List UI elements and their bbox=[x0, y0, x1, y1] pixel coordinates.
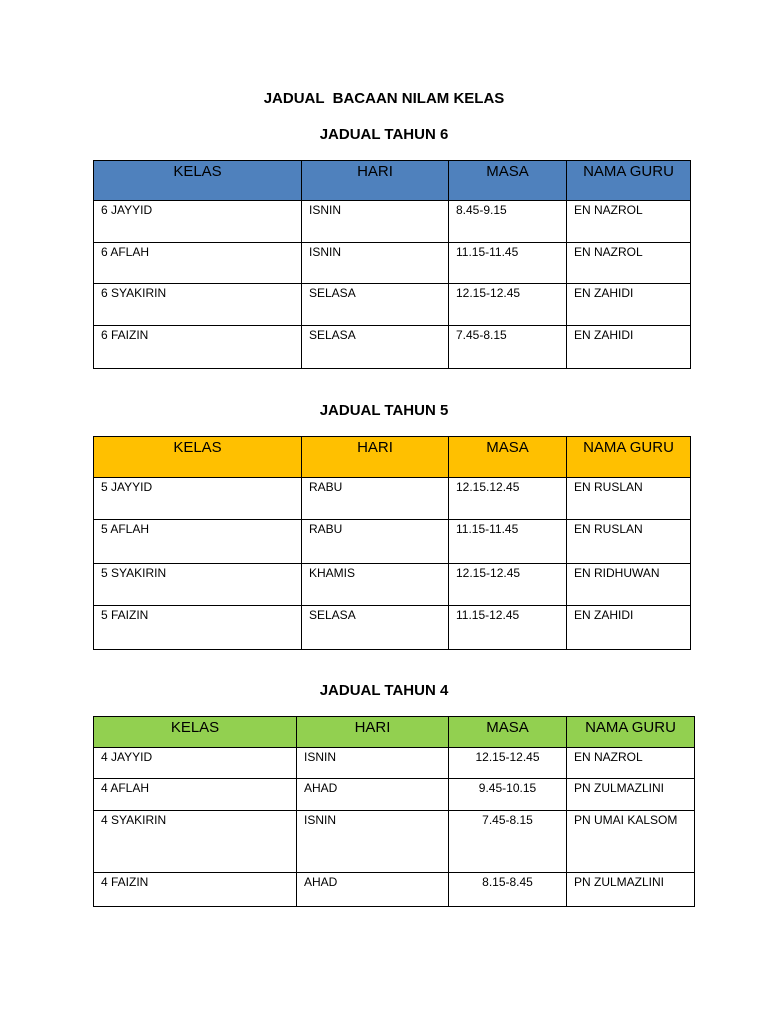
cell-nama-guru: EN RIDHUWAN bbox=[567, 564, 691, 606]
page-title: JADUAL BACAAN NILAM KELAS bbox=[263, 90, 505, 107]
cell-nama-guru: EN NAZROL bbox=[567, 748, 695, 779]
header-kelas: KELAS bbox=[94, 161, 302, 201]
table-row bbox=[94, 811, 695, 873]
table-row bbox=[94, 201, 691, 243]
cell-masa: 8.45-9.15 bbox=[449, 201, 567, 243]
cell-masa: 11.15-12.45 bbox=[449, 606, 567, 650]
header-masa: MASA bbox=[449, 437, 567, 478]
header-hari: HARI bbox=[302, 437, 449, 478]
cell-nama-guru: EN NAZROL bbox=[567, 243, 691, 284]
schedule-table-tahun-5 bbox=[93, 436, 691, 650]
table-row bbox=[94, 873, 695, 907]
cell-hari: ISNIN bbox=[297, 748, 449, 779]
cell-masa: 12.15-12.45 bbox=[449, 564, 567, 606]
cell-nama-guru: EN ZAHIDI bbox=[567, 326, 691, 369]
header-kelas: KELAS bbox=[94, 717, 297, 748]
table-header-row bbox=[94, 437, 691, 478]
header-nama-guru: NAMA GURU bbox=[567, 717, 695, 748]
cell-kelas: 5 SYAKIRIN bbox=[94, 564, 302, 606]
cell-kelas: 4 SYAKIRIN bbox=[94, 811, 297, 873]
cell-kelas: 4 FAIZIN bbox=[94, 873, 297, 907]
cell-masa: 12.15-12.45 bbox=[449, 748, 567, 779]
schedule-table-tahun-4 bbox=[93, 716, 695, 907]
cell-kelas: 5 FAIZIN bbox=[94, 606, 302, 650]
cell-masa: 7.45-8.15 bbox=[449, 811, 567, 873]
table-row bbox=[94, 748, 695, 779]
table-title-tahun-6: JADUAL TAHUN 6 bbox=[319, 126, 449, 143]
cell-masa: 12.15-12.45 bbox=[449, 284, 567, 326]
cell-kelas: 6 SYAKIRIN bbox=[94, 284, 302, 326]
table-row bbox=[94, 520, 691, 564]
table-title-tahun-4: JADUAL TAHUN 4 bbox=[319, 682, 449, 699]
cell-kelas: 5 JAYYID bbox=[94, 478, 302, 520]
header-hari: HARI bbox=[297, 717, 449, 748]
table-header-row bbox=[94, 161, 691, 201]
cell-hari: KHAMIS bbox=[302, 564, 449, 606]
table-row bbox=[94, 243, 691, 284]
header-nama-guru: NAMA GURU bbox=[567, 437, 691, 478]
cell-masa: 11.15-11.45 bbox=[449, 243, 567, 284]
schedule-table-tahun-6 bbox=[93, 160, 691, 369]
cell-masa: 9.45-10.15 bbox=[449, 779, 567, 811]
cell-masa: 8.15-8.45 bbox=[449, 873, 567, 907]
cell-hari: SELASA bbox=[302, 284, 449, 326]
cell-hari: RABU bbox=[302, 520, 449, 564]
table-row bbox=[94, 326, 691, 369]
cell-kelas: 6 JAYYID bbox=[94, 201, 302, 243]
table-title-tahun-5: JADUAL TAHUN 5 bbox=[319, 402, 449, 419]
cell-hari: AHAD bbox=[297, 779, 449, 811]
cell-hari: ISNIN bbox=[302, 201, 449, 243]
header-masa: MASA bbox=[449, 717, 567, 748]
cell-hari: SELASA bbox=[302, 326, 449, 369]
header-nama-guru: NAMA GURU bbox=[567, 161, 691, 201]
cell-nama-guru: EN ZAHIDI bbox=[567, 284, 691, 326]
header-hari: HARI bbox=[302, 161, 449, 201]
cell-hari: ISNIN bbox=[297, 811, 449, 873]
table-row bbox=[94, 779, 695, 811]
cell-kelas: 4 JAYYID bbox=[94, 748, 297, 779]
cell-nama-guru: EN NAZROL bbox=[567, 201, 691, 243]
cell-nama-guru: PN ZULMAZLINI bbox=[567, 779, 695, 811]
cell-nama-guru: PN ZULMAZLINI bbox=[567, 873, 695, 907]
cell-hari: AHAD bbox=[297, 873, 449, 907]
cell-kelas: 6 FAIZIN bbox=[94, 326, 302, 369]
cell-kelas: 6 AFLAH bbox=[94, 243, 302, 284]
header-masa: MASA bbox=[449, 161, 567, 201]
table-header-row bbox=[94, 717, 695, 748]
cell-hari: SELASA bbox=[302, 606, 449, 650]
cell-kelas: 5 AFLAH bbox=[94, 520, 302, 564]
cell-nama-guru: EN ZAHIDI bbox=[567, 606, 691, 650]
table-row bbox=[94, 478, 691, 520]
table-row bbox=[94, 606, 691, 650]
cell-masa: 7.45-8.15 bbox=[449, 326, 567, 369]
cell-nama-guru: EN RUSLAN bbox=[567, 520, 691, 564]
table-row bbox=[94, 284, 691, 326]
cell-masa: 11.15-11.45 bbox=[449, 520, 567, 564]
cell-hari: RABU bbox=[302, 478, 449, 520]
cell-hari: ISNIN bbox=[302, 243, 449, 284]
cell-nama-guru: PN UMAI KALSOM bbox=[567, 811, 695, 873]
cell-nama-guru: EN RUSLAN bbox=[567, 478, 691, 520]
cell-masa: 12.15.12.45 bbox=[449, 478, 567, 520]
table-row bbox=[94, 564, 691, 606]
header-kelas: KELAS bbox=[94, 437, 302, 478]
cell-kelas: 4 AFLAH bbox=[94, 779, 297, 811]
